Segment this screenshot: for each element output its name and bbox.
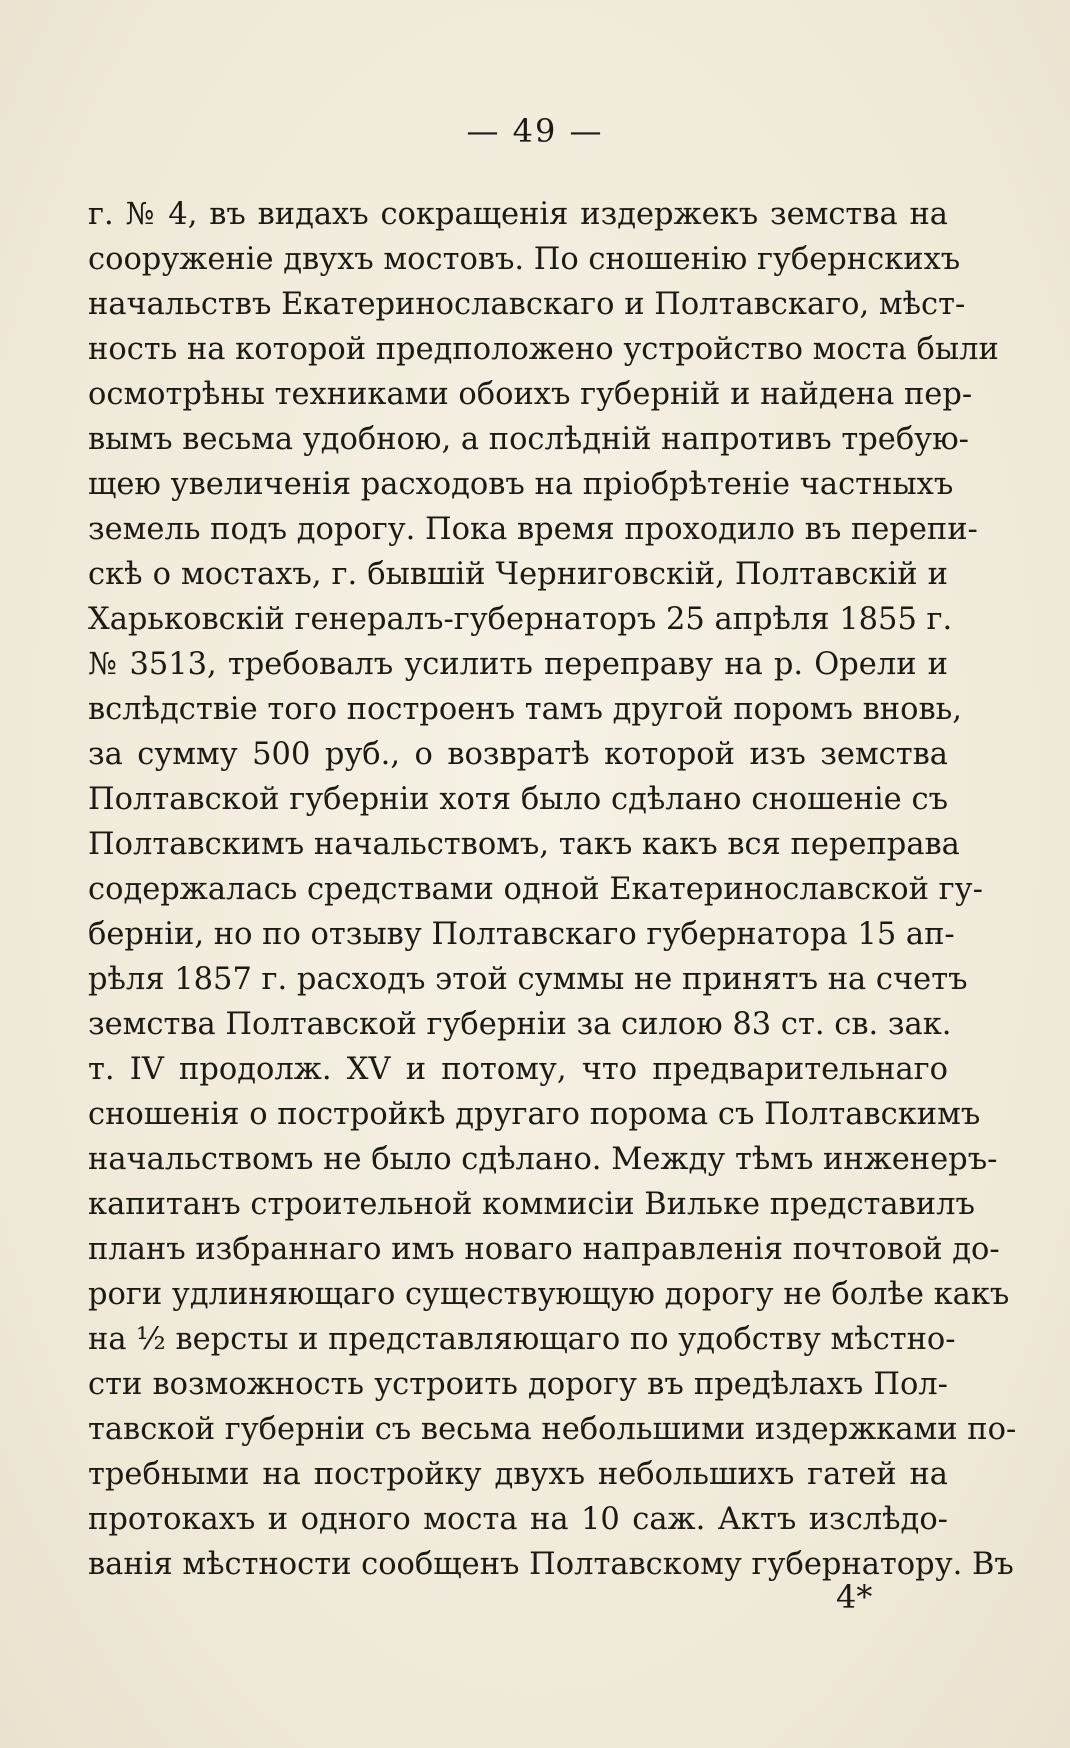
- text-line: Полтавскимъ начальствомъ, такъ какъ вся переправа: [88, 827, 960, 862]
- text-line: вымъ весьма удобною, а послѣдній напротивъ требую-: [88, 422, 969, 457]
- text-line: сти возможность устроить дорогу въ предѣлахъ Пол-: [88, 1367, 948, 1402]
- text-line: ванія мѣстности сообщенъ Полтавскому губернатору. Въ: [88, 1547, 1014, 1582]
- text-line: планъ избраннаго имъ новаго направленія почтовой до-: [88, 1232, 1000, 1267]
- text-line: капитанъ строительной коммисіи Вильке представилъ: [88, 1187, 975, 1222]
- text-line: сношенія о постройкѣ другаго порома съ Полтавскимъ: [88, 1097, 981, 1132]
- text-line: № 3513, требовалъ усилить переправу на р. Орели и: [88, 647, 948, 682]
- body-text: [88, 192, 1017, 1587]
- text-line: за сумму 500 руб., о возвратѣ которой изъ земства: [88, 737, 948, 772]
- text-line: протокахъ и одного моста на 10 саж. Актъ изслѣдо-: [88, 1502, 948, 1537]
- text-line: г. № 4, въ видахъ сокращенія издержекъ земства на: [88, 197, 948, 232]
- text-line: на ½ версты и представляющаго по удобству мѣстно-: [88, 1322, 956, 1357]
- text-line: Полтавской губерніи хотя было сдѣлано сношеніе съ: [88, 782, 948, 817]
- text-line: роги удлиняющаго существующую дорогу не болѣе какъ: [88, 1277, 1010, 1312]
- signature-mark: 4*: [836, 1578, 873, 1616]
- text-line: земель подъ дорогу. Пока время проходило въ перепи-: [88, 512, 978, 547]
- text-line: тавской губерніи съ весьма небольшими издержками по-: [88, 1412, 1017, 1447]
- text-line: земства Полтавской губерніи за силою 83 ст. св. зак.: [88, 1007, 952, 1042]
- text-line: Харьковскій генералъ-губернаторъ 25 апрѣля 1855 г.: [88, 602, 953, 637]
- text-line: начальствъ Екатеринославскаго и Полтавскаго, мѣст-: [88, 287, 966, 322]
- text-line: т. IV продолж. XV и потому, что предварительнаго: [88, 1052, 948, 1087]
- text-line: рѣля 1857 г. расходъ этой суммы не принятъ на счетъ: [88, 962, 968, 997]
- text-line: сооруженіе двухъ мостовъ. По сношенію губернскихъ: [88, 242, 961, 277]
- text-line: начальствомъ не было сдѣлано. Между тѣмъ инженеръ-: [88, 1142, 998, 1177]
- text-line: щею увеличенія расходовъ на пріобрѣтеніе частныхъ: [88, 467, 954, 502]
- text-line: ность на которой предположено устройство моста были: [88, 332, 999, 367]
- page-number-header: — 49 —: [466, 112, 604, 150]
- text-line: вслѣдствіе того построенъ тамъ другой поромъ вновь,: [88, 692, 962, 727]
- text-line: требными на постройку двухъ небольшихъ гатей на: [88, 1457, 948, 1492]
- text-line: содержалась средствами одной Екатеринославской гу-: [88, 872, 983, 907]
- text-line: осмотрѣны техниками обоихъ губерній и найдена пер-: [88, 377, 973, 412]
- text-line: берніи, но по отзыву Полтавскаго губернатора 15 ап-: [88, 917, 955, 952]
- text-line: скѣ о мостахъ, г. бывшій Черниговскій, Полтавскій и: [88, 557, 948, 592]
